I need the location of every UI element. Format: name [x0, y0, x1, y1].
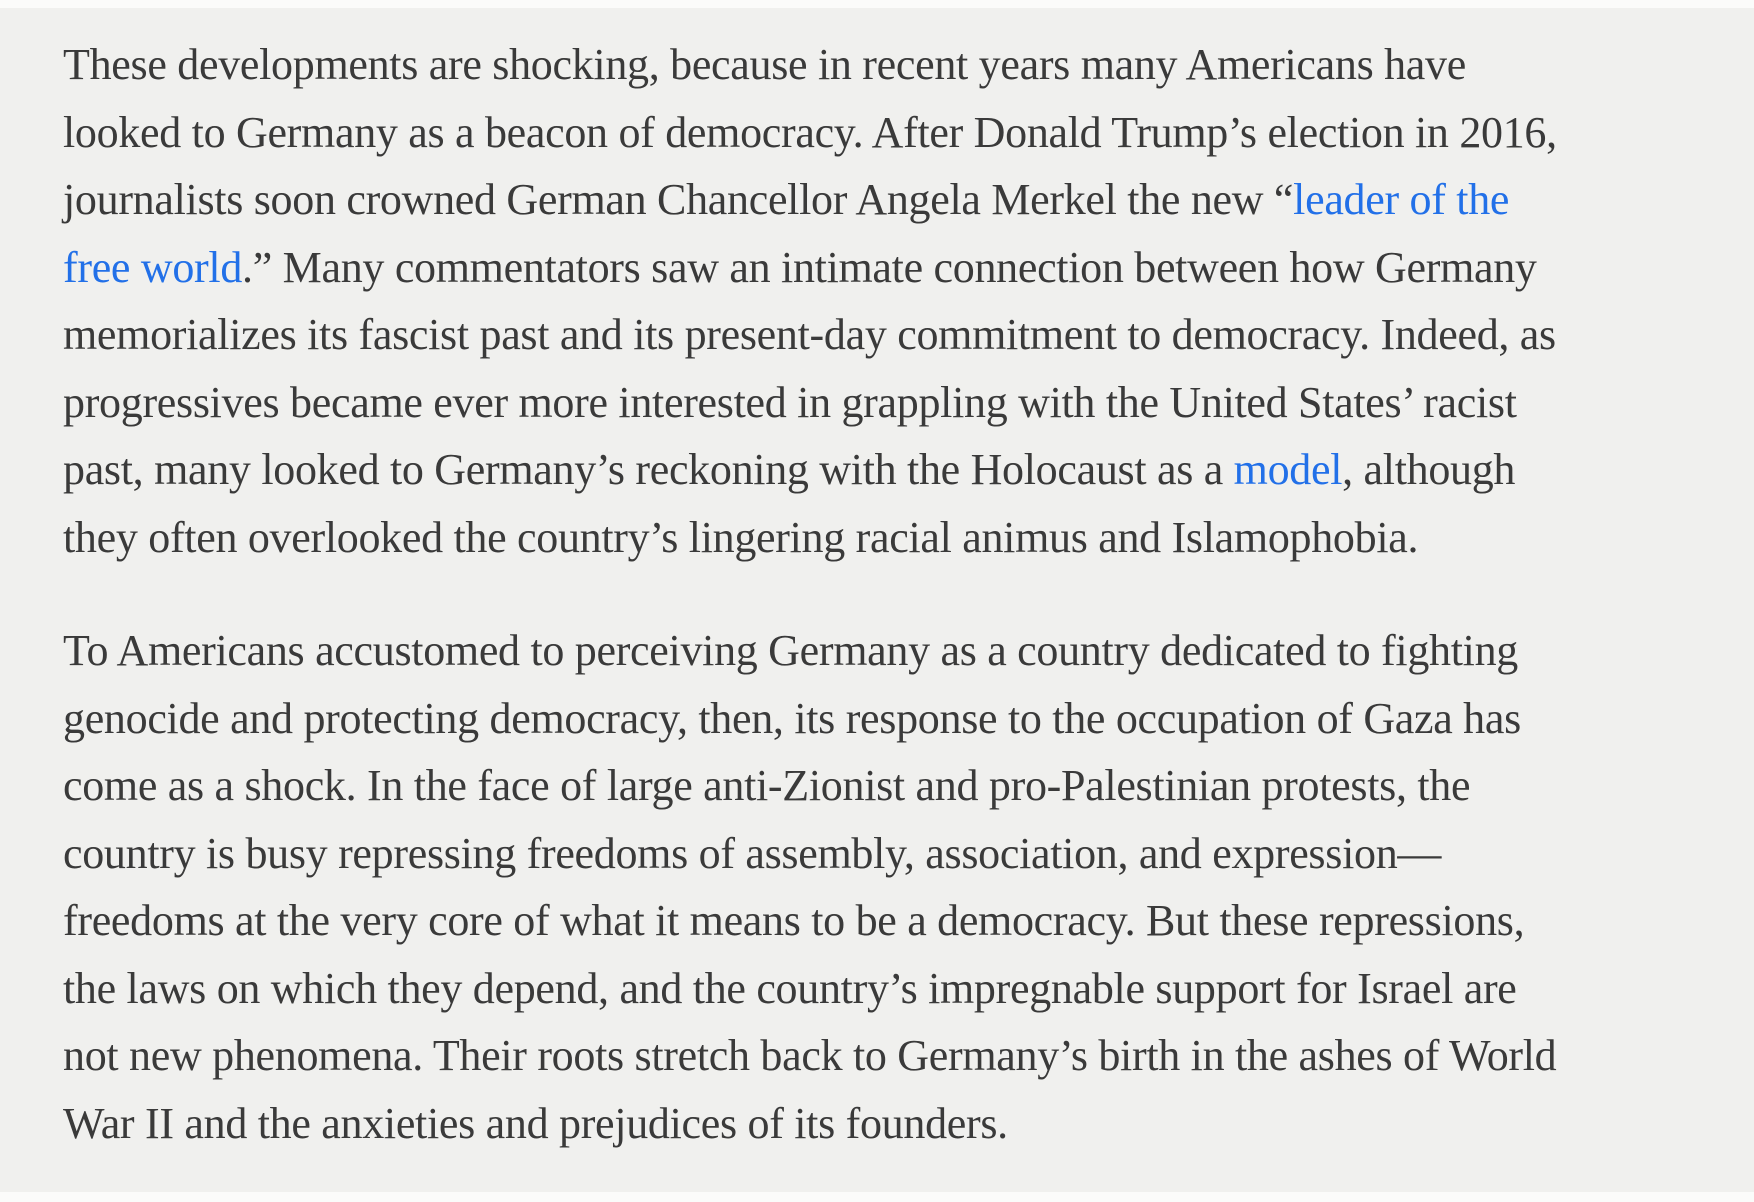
text-line — [63, 436, 1694, 504]
leader-of-the-free-world-link[interactable]: free world — [63, 242, 243, 292]
text-segment: the laws on which they depend, and the country’s impregnable support for Israel are — [63, 963, 1517, 1013]
text-line — [63, 504, 1694, 572]
text-line — [63, 1022, 1694, 1090]
text-line — [63, 685, 1694, 753]
text-line — [63, 99, 1694, 167]
text-segment: not new phenomena. Their roots stretch back to Germany’s birth in the ashes of World — [63, 1031, 1557, 1080]
model-link[interactable]: model — [1233, 445, 1343, 494]
leader-of-the-free-world-link[interactable]: leader of the — [1293, 175, 1510, 224]
text-segment: looked to Germany as a beacon of democracy. After Donald Trump’s election in 2016, — [63, 107, 1557, 157]
text-segment: War II and the anxieties and prejudices of its founders. — [63, 1098, 1008, 1148]
text-segment: To Americans accustomed to perceiving Germany as a country dedicated to fighting — [63, 626, 1518, 675]
text-line — [63, 617, 1694, 685]
text-segment: past, many looked to Germany’s reckoning with the Holocaust as a — [63, 445, 1234, 494]
text-line — [63, 955, 1694, 1023]
text-segment: they often overlooked the country’s lingering racial animus and Islamophobia. — [63, 512, 1419, 562]
text-segment: genocide and protecting democracy, then, its response to the occupation of Gaza has — [63, 693, 1521, 743]
text-line — [63, 166, 1694, 234]
text-line — [63, 1090, 1694, 1158]
text-segment: memorializes its fascist past and its present-day commitment to democracy. Indeed, as — [63, 310, 1556, 359]
text-line — [63, 887, 1694, 955]
viewport-bottom-edge — [0, 1192, 1754, 1202]
text-segment: come as a shock. In the face of large anti-Zionist and pro-Palestinian protests, the — [63, 761, 1471, 810]
text-segment: , although — [1342, 445, 1516, 494]
text-segment: journalists soon crowned German Chancellor Angela Merkel the new “ — [63, 175, 1294, 224]
paragraph — [63, 617, 1694, 1157]
text-line — [63, 301, 1694, 369]
text-segment: progressives became ever more interested in grappling with the United States’ racist — [63, 377, 1517, 427]
text-segment: country is busy repressing freedoms of assembly, association, and expression— — [63, 828, 1442, 878]
text-line — [63, 752, 1694, 820]
text-line — [63, 31, 1694, 99]
paragraph — [63, 31, 1694, 571]
text-line — [63, 369, 1694, 437]
text-segment: freedoms at the very core of what it means to be a democracy. But these repressions, — [63, 896, 1525, 945]
text-segment: These developments are shocking, because in recent years many Americans have — [63, 40, 1466, 89]
text-segment: .” Many commentators saw an intimate connection between how Germany — [242, 242, 1537, 292]
text-line — [63, 234, 1694, 302]
text-line — [63, 820, 1694, 888]
